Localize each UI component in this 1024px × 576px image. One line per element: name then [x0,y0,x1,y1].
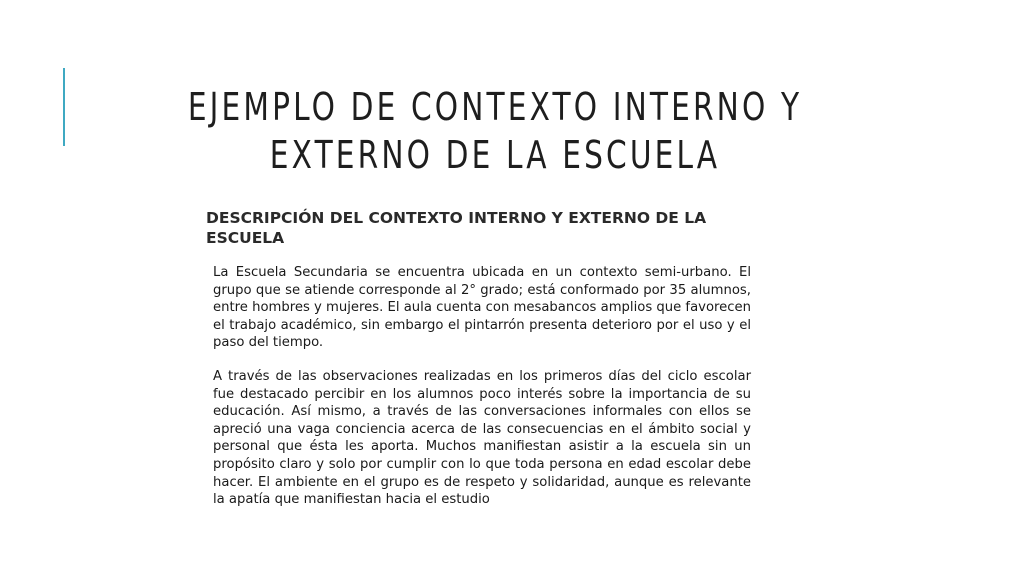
title-accent-bar [63,68,65,146]
document-image [206,200,758,509]
document-paragraph-1: La Escuela Secundaria se encuentra ubicada en un contexto semi-urbano. El grupo que se atiende corresponde al 2° grado; está conformado por 35 alumnos, entre hombres y mujeres. El aula cuenta con mesabancos amplios que favorecen el trabajo académico, sin embargo el pintarrón presenta deterioro por el uso y el paso del tiempo. [213,265,751,351]
document-heading: DESCRIPCIÓN DEL CONTEXTO INTERNO Y EXTERNO DE LA ESCUELA [206,209,707,247]
document-paragraph-2: A través de las observaciones realizadas en los primeros días del ciclo escolar fue destacado percibir en los alumnos poco interés sobre la importancia de su educación. Así mismo, a través de las conversaciones informales con ellos se apreció una vaga conciencia acerca de las consecuencias en el ámbito social y personal que ésta les aporta. Muchos manifiestan asistir a la escuela sin un propósito claro y solo por cumplir con lo que toda persona en edad escolar debe hacer. El ambiente en el grupo es de respeto y solidaridad, aunque es relevante la apatía que manifiestan hacia el estudio [213,368,751,508]
slide-title: EJEMPLO DE CONTEXTO INTERNO Y EXTERNO DE LA ESCUELA [187,85,803,178]
